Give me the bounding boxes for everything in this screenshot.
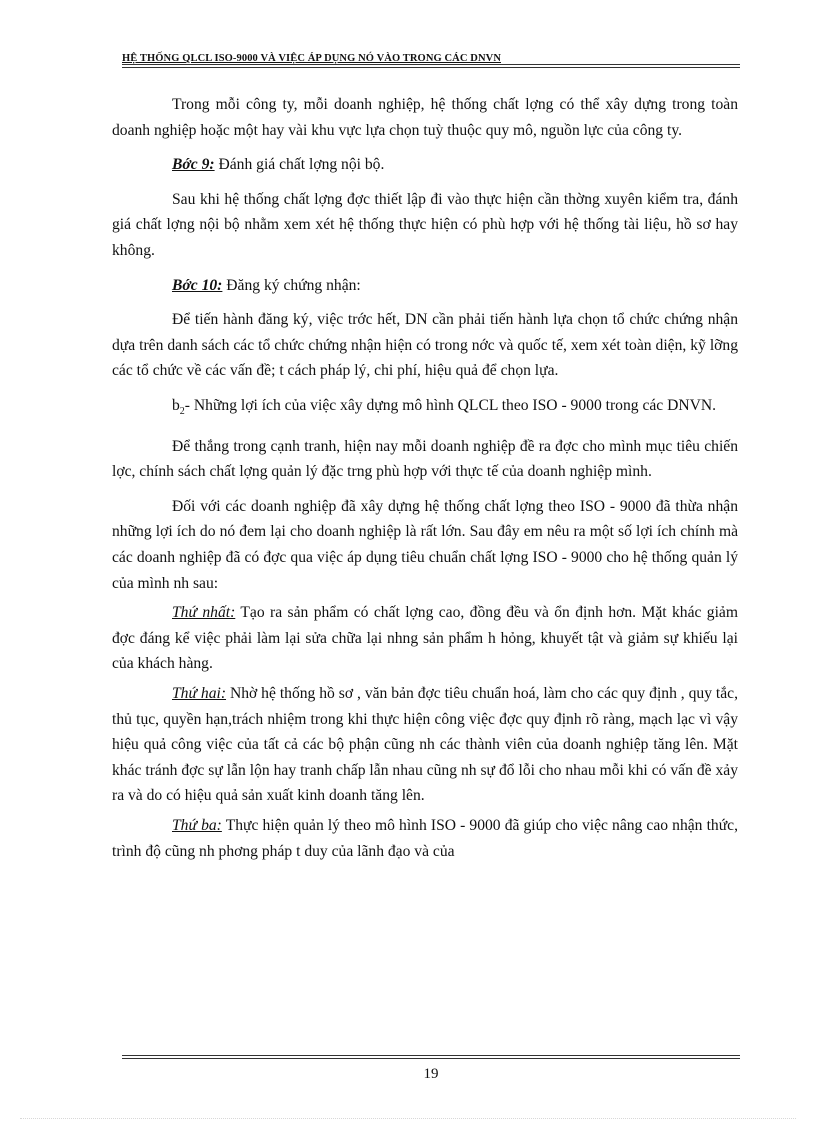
benefit-first-text: Tạo ra sản phẩm có chất lợng cao, đồng đều và ổn định hơn. Mặt khác giảm đợc đáng kể việc phải làm lại sửa chữa lại nhng sản phẩm h hỏng, khuyết tật và giảm sự khiếu lại của khách hàng. [112, 604, 738, 673]
running-header: HỆ THỐNG QLCL ISO-9000 VÀ VIỆC ÁP DỤNG NÓ VÀO TRONG CÁC DNVN [122, 53, 501, 64]
paragraph-internal-audit: Sau khi hệ thống chất lợng đợc thiết lập đi vào thực hiện cần thờng xuyên kiểm tra, đánh giá chất lợng nội bộ nhằm xem xét hệ thống thực hiện có phù hợp với hệ thống tài liệu, hồ sơ hay không. [112, 190, 738, 259]
page-body [112, 92, 738, 868]
benefit-third-label: Thứ ba: [172, 816, 222, 834]
header-rule-bottom [122, 67, 740, 68]
step-9-text: Đánh giá chất lợng nội bộ. [214, 156, 385, 174]
header-rule-top [122, 64, 740, 65]
step-10-label: Bớc 10: [172, 276, 223, 294]
step-10-heading [112, 273, 738, 299]
step-9-label: Bớc 9: [172, 156, 215, 174]
b2-subscript: 2 [179, 406, 185, 418]
footer-rule-bottom [122, 1058, 740, 1059]
benefit-second-label: Thứ hai: [172, 684, 227, 702]
page-number: 19 [423, 1066, 439, 1082]
section-b2-heading [112, 393, 738, 425]
benefit-third [112, 813, 738, 864]
paragraph-benefits-intro: Đối với các doanh nghiệp đã xây dựng hệ thống chất lợng theo ISO - 9000 đã thừa nhận những lợi ích do nó đem lại cho doanh nghiệp là rất lớn. Sau đây em nêu ra một số lợi ích chính mà các doanh nghiệp đã có đợc qua việc áp dụng tiêu chuẩn chất lợng ISO - 9000 cho hệ thống quản lý của mình nh sau: [112, 497, 738, 592]
paragraph-competition: Để thắng trong cạnh tranh, hiện nay mỗi doanh nghiệp đề ra đợc cho mình mục tiêu chiến lợc, chính sách chất lợng quản lý đặc trng phù hợp với thực tế của doanh nghiệp mình. [112, 437, 738, 481]
b2-text: - Những lợi ích của việc xây dựng mô hình QLCL theo ISO - 9000 trong các DNVN. [184, 396, 717, 414]
paragraph-quality-scope: Trong mỗi công ty, mỗi doanh nghiệp, hệ thống chất lợng có thể xây dựng trong toàn doanh nghiệp hoặc một hay vài khu vực lựa chọn tuỳ thuộc quy mô, nguồn lực của công ty. [112, 96, 738, 139]
page-edge-dotted-line [20, 1118, 796, 1119]
benefit-second [112, 681, 738, 809]
b2-prefix: b [172, 396, 180, 414]
benefit-first [112, 600, 738, 677]
benefit-third-text: Thực hiện quản lý theo mô hình ISO - 9000 đã giúp cho việc nâng cao nhận thức, trình độ cũng nh phơng pháp t duy của lãnh đạo và của [112, 816, 738, 860]
step-10-text: Đăng ký chứng nhận: [222, 276, 361, 294]
benefit-first-label: Thứ nhất: [172, 604, 236, 622]
paragraph-certification: Để tiến hành đăng ký, việc trớc hết, DN cần phải tiến hành lựa chọn tổ chức chứng nhận dựa trên danh sách các tổ chức chứng nhận hiện có trong nớc và quốc tế, xem xét toàn diện, kỹ lỡng các tổ chức về các vấn đề; t cách pháp lý, chi phí, hiệu quả để chọn lựa. [112, 311, 738, 380]
footer-rule-top [122, 1055, 740, 1056]
benefit-second-text: Nhờ hệ thống hồ sơ , văn bản đợc tiêu chuẩn hoá, làm cho các quy định , quy tắc, thủ tục, quyền hạn,trách nhiệm trong khi thực hiện công việc đợc quy định rõ ràng, mạch lạc vì vậy hiệu quả công việc của tất cả các bộ phận cũng nh các thành viên của doanh nghiệp tăng lên. Mặt khác tránh đợc sự lẫn lộn hay tranh chấp lẫn nhau cũng nh sự đổ lỗi cho nhau mỗi khi có vấn đề xảy ra và do có hiệu quả sản xuất kinh doanh tăng lên. [112, 684, 739, 805]
step-9-heading [112, 152, 738, 178]
